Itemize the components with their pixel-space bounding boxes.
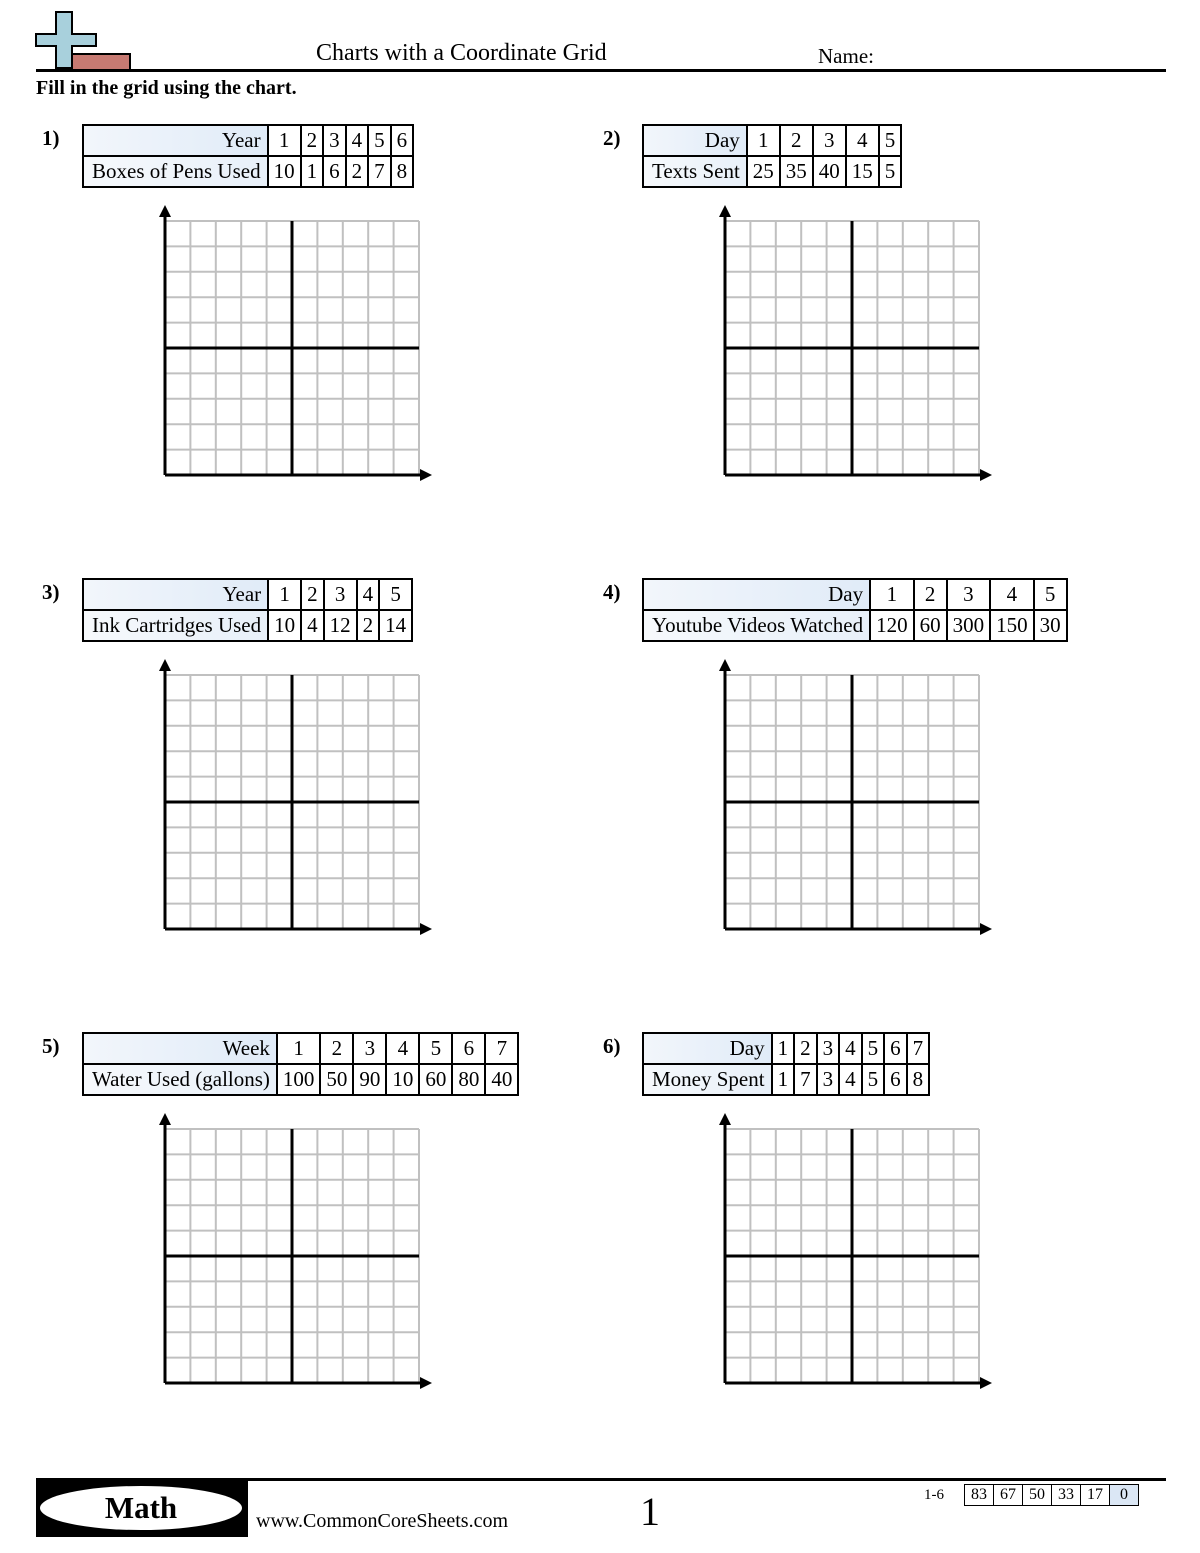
table-cell: 2 (794, 1033, 817, 1064)
table-cell: 1 (870, 579, 914, 610)
data-table (82, 124, 414, 188)
coordinate-grid[interactable] (152, 1111, 432, 1396)
table-cell: 4 (839, 1033, 862, 1064)
table-cell: 3 (323, 125, 346, 156)
table-cell: 10 (386, 1064, 419, 1095)
table-cell: 3 (353, 1033, 386, 1064)
score-cell: 50 (1023, 1485, 1052, 1506)
table-cell: 150 (990, 610, 1034, 641)
table-cell: 1 (268, 125, 301, 156)
table-cell: 90 (353, 1064, 386, 1095)
table-cell: 5 (368, 125, 391, 156)
table-cell: 40 (485, 1064, 518, 1095)
score-cell: 0 (1110, 1485, 1139, 1506)
table-cell: 5 (862, 1033, 885, 1064)
y-axis-arrow-icon (719, 1113, 731, 1125)
y-axis-arrow-icon (719, 205, 731, 217)
row-label: Boxes of Pens Used (83, 156, 268, 187)
table-cell: 5 (879, 156, 902, 187)
table-cell: 4 (301, 610, 324, 641)
row-label: Week (83, 1033, 277, 1064)
x-axis-arrow-icon (980, 1377, 992, 1389)
table-cell: 120 (870, 610, 914, 641)
header-divider (36, 69, 1166, 72)
table-cell: 6 (391, 125, 414, 156)
table-cell: 1 (268, 579, 301, 610)
data-table (82, 578, 413, 642)
table-cell: 4 (386, 1033, 419, 1064)
table-cell: 2 (357, 610, 380, 641)
table-cell: 5 (879, 125, 902, 156)
coordinate-grid[interactable] (152, 657, 432, 942)
table-cell: 4 (846, 125, 879, 156)
table-cell: 8 (391, 156, 414, 187)
table-cell: 2 (301, 125, 324, 156)
y-axis-arrow-icon (159, 1113, 171, 1125)
x-axis-arrow-icon (420, 923, 432, 935)
table-cell: 1 (747, 125, 780, 156)
table-cell: 8 (907, 1064, 930, 1095)
website-link[interactable]: www.CommonCoreSheets.com (256, 1510, 509, 1532)
plus-logo-icon (34, 10, 134, 72)
table-cell: 3 (324, 579, 357, 610)
coordinate-grid[interactable] (712, 203, 992, 488)
data-table (82, 1032, 519, 1096)
table-cell: 7 (368, 156, 391, 187)
table-cell: 60 (914, 610, 947, 641)
table-cell: 300 (947, 610, 991, 641)
data-table (642, 1032, 930, 1096)
subject-badge: Math (40, 1486, 242, 1530)
table-cell: 40 (813, 156, 846, 187)
coordinate-grid[interactable] (712, 1111, 992, 1396)
x-axis-arrow-icon (980, 469, 992, 481)
table-cell: 5 (862, 1064, 885, 1095)
y-axis-arrow-icon (159, 205, 171, 217)
table-cell: 3 (817, 1064, 840, 1095)
table-cell: 7 (794, 1064, 817, 1095)
table-cell: 6 (323, 156, 346, 187)
y-axis-arrow-icon (159, 659, 171, 671)
table-cell: 10 (268, 156, 301, 187)
table-cell: 12 (324, 610, 357, 641)
table-cell: 2 (914, 579, 947, 610)
table-cell: 1 (301, 156, 324, 187)
instructions: Fill in the grid using the chart. (36, 77, 297, 99)
table-cell: 3 (813, 125, 846, 156)
table-cell: 5 (379, 579, 412, 610)
table-cell: 6 (452, 1033, 485, 1064)
row-label: Money Spent (643, 1064, 772, 1095)
score-table (964, 1484, 1139, 1506)
score-cell: 33 (1052, 1485, 1081, 1506)
table-cell: 1 (772, 1033, 795, 1064)
table-cell: 3 (947, 579, 991, 610)
name-label: Name: (818, 44, 874, 68)
score-cell: 83 (965, 1485, 994, 1506)
table-cell: 80 (452, 1064, 485, 1095)
score-cell: 67 (994, 1485, 1023, 1506)
table-cell: 50 (320, 1064, 353, 1095)
table-cell: 6 (884, 1033, 907, 1064)
page-title: Charts with a Coordinate Grid (316, 40, 607, 66)
table-cell: 4 (357, 579, 380, 610)
row-label: Texts Sent (643, 156, 747, 187)
table-cell: 35 (780, 156, 813, 187)
table-cell: 60 (419, 1064, 452, 1095)
table-cell: 14 (379, 610, 412, 641)
data-table (642, 578, 1068, 642)
score-cell: 17 (1081, 1485, 1110, 1506)
score-range-label: 1-6 (924, 1487, 944, 1503)
table-cell: 7 (485, 1033, 518, 1064)
row-label: Day (643, 579, 870, 610)
row-label: Day (643, 125, 747, 156)
table-cell: 25 (747, 156, 780, 187)
table-cell: 1 (277, 1033, 321, 1064)
table-cell: 3 (817, 1033, 840, 1064)
table-cell: 30 (1034, 610, 1067, 641)
x-axis-arrow-icon (980, 923, 992, 935)
coordinate-grid[interactable] (712, 657, 992, 942)
data-table (642, 124, 902, 188)
table-cell: 4 (839, 1064, 862, 1095)
table-cell: 1 (772, 1064, 795, 1095)
problem-number: 6) (603, 1034, 621, 1058)
table-cell: 2 (780, 125, 813, 156)
table-cell: 2 (320, 1033, 353, 1064)
y-axis-arrow-icon (719, 659, 731, 671)
table-cell: 4 (346, 125, 369, 156)
x-axis-arrow-icon (420, 469, 432, 481)
row-label: Year (83, 125, 268, 156)
table-cell: 7 (907, 1033, 930, 1064)
table-cell: 15 (846, 156, 879, 187)
table-cell: 5 (419, 1033, 452, 1064)
row-label: Ink Cartridges Used (83, 610, 268, 641)
table-cell: 100 (277, 1064, 321, 1095)
problem-number: 4) (603, 580, 621, 604)
problem-number: 5) (42, 1034, 60, 1058)
table-cell: 6 (884, 1064, 907, 1095)
page-number: 1 (640, 1489, 660, 1534)
row-label: Year (83, 579, 268, 610)
x-axis-arrow-icon (420, 1377, 432, 1389)
row-label: Water Used (gallons) (83, 1064, 277, 1095)
row-label: Youtube Videos Watched (643, 610, 870, 641)
problem-number: 1) (42, 126, 60, 150)
table-cell: 4 (990, 579, 1034, 610)
row-label: Day (643, 1033, 772, 1064)
table-cell: 2 (301, 579, 324, 610)
coordinate-grid[interactable] (152, 203, 432, 488)
table-cell: 2 (346, 156, 369, 187)
table-cell: 5 (1034, 579, 1067, 610)
table-cell: 10 (268, 610, 301, 641)
problem-number: 3) (42, 580, 60, 604)
problem-number: 2) (603, 126, 621, 150)
